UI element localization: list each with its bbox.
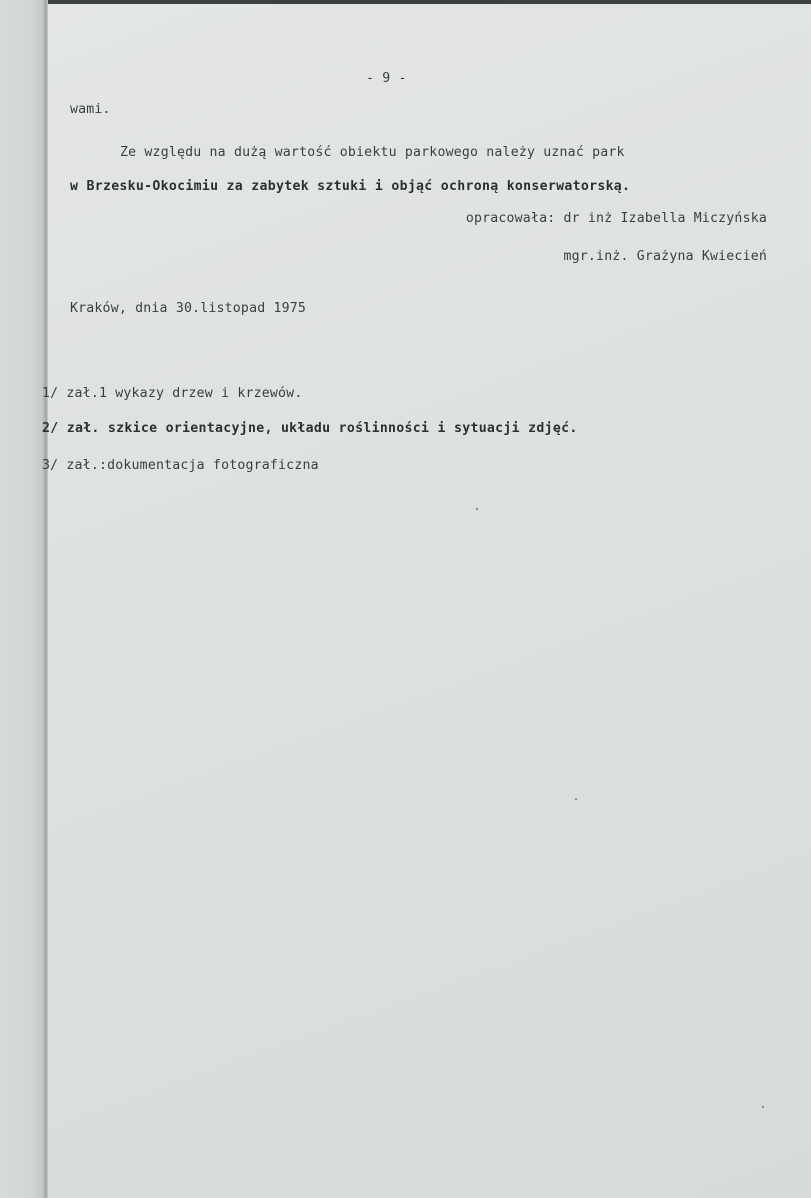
scan-speck bbox=[575, 798, 577, 800]
scan-speck bbox=[476, 508, 478, 510]
author-line-2: mgr.inż. Grażyna Kwiecień bbox=[563, 249, 767, 264]
attachment-item-1: 1/ zał.1 wykazy drzew i krzewów. bbox=[42, 386, 303, 401]
paragraph-line-2: w Brzesku-Okocimiu za zabytek sztuki i objąć ochroną konserwatorską. bbox=[70, 179, 631, 194]
place-date: Kraków, dnia 30.listopad 1975 bbox=[70, 301, 307, 316]
attachment-item-3: 3/ zał.:dokumentacja fotograficzna bbox=[42, 458, 319, 473]
page-number: - 9 - bbox=[366, 71, 407, 86]
attachment-item-2: 2/ zał. szkice orientacyjne, układu roślinności i sytuacji zdjęć. bbox=[42, 421, 578, 436]
paragraph-line-1: Ze względu na dużą wartość obiektu parkowego należy uznać park bbox=[120, 145, 625, 160]
scan-speck bbox=[762, 1106, 764, 1108]
scan-left-margin bbox=[0, 0, 48, 1198]
author-line-1: opracowała: dr inż Izabella Miczyńska bbox=[465, 211, 767, 226]
document-page bbox=[42, 4, 811, 1198]
continuation-text: wami. bbox=[70, 102, 111, 117]
